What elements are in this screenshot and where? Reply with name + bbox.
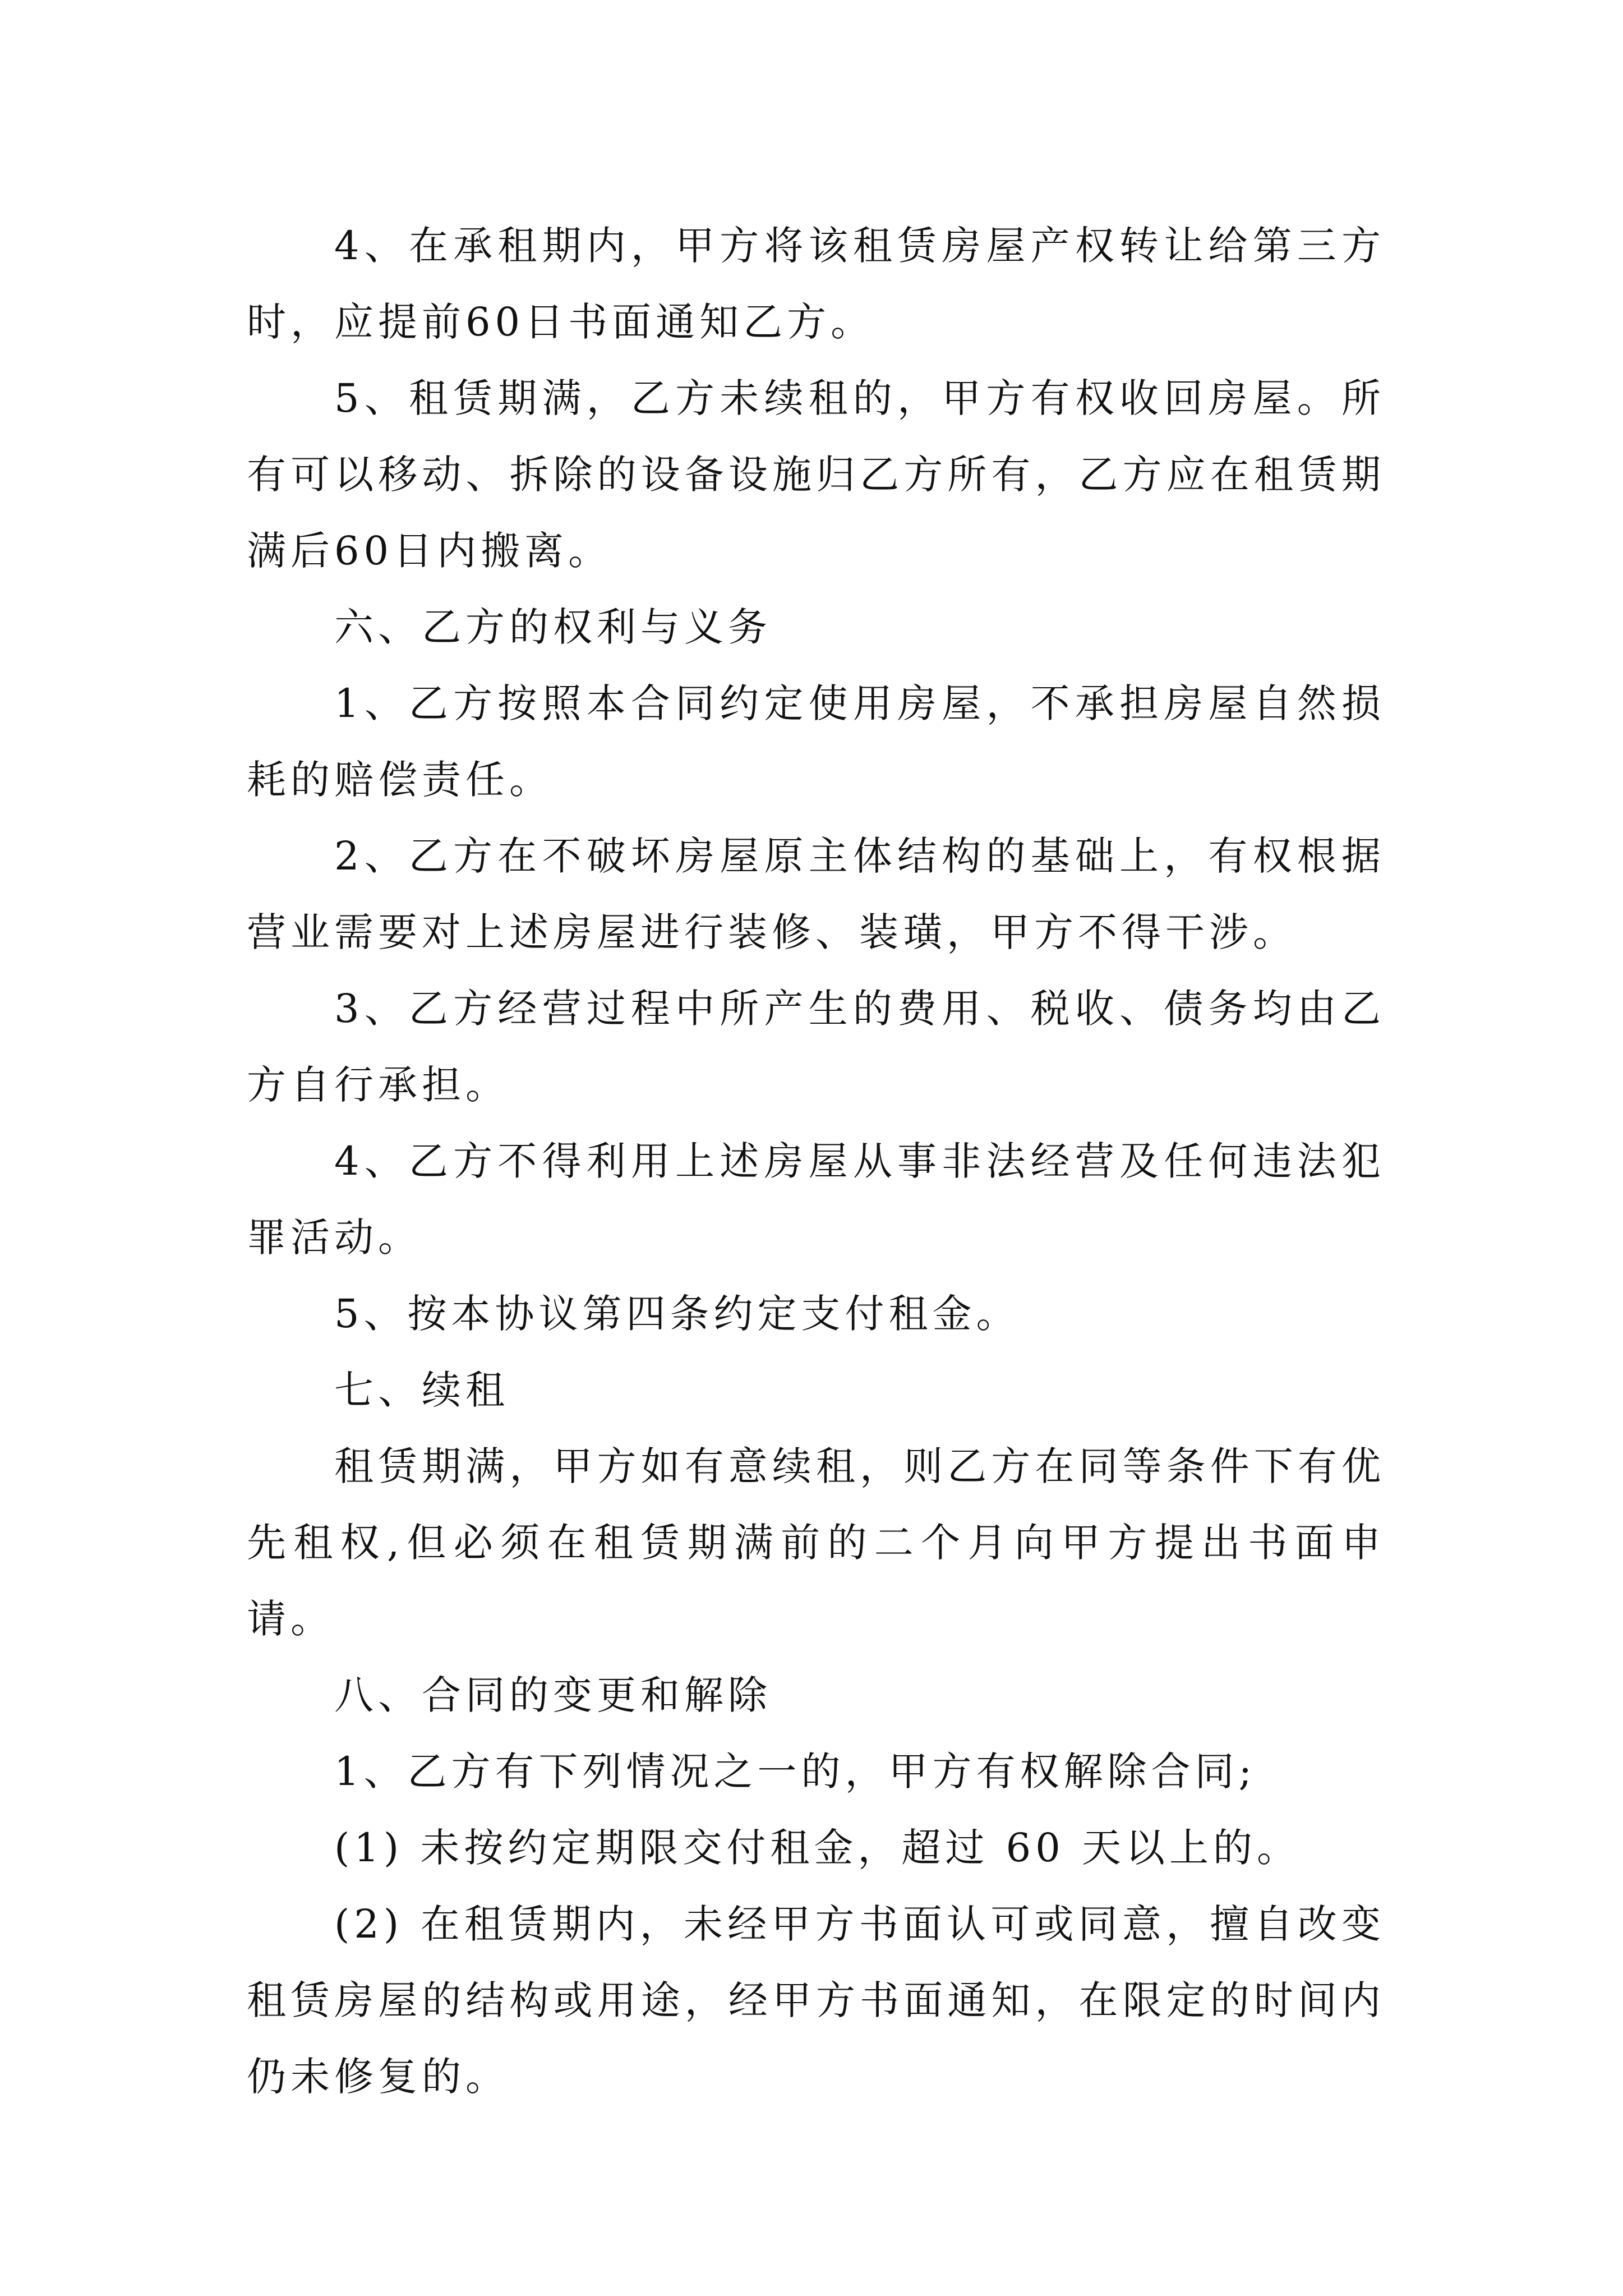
paragraph-termination-item-1: (1) 未按约定期限交付租金，超过 60 天以上的。 [334, 1825, 1301, 1871]
paragraph-tenant-use: 1、乙方按照本合同约定使用房屋，不承担房屋自然损耗的赔偿责任。 [247, 680, 1385, 803]
paragraph-tenant-legal-use: 4、乙方不得利用上述房屋从事非法经营及任何违法犯罪活动。 [247, 1138, 1385, 1260]
paragraph-renewal-priority: 租赁期满，甲方如有意续租，则乙方在同等条件下有优先租权,但必须在租赁期满前的二个月向甲方提出书面申请。 [247, 1443, 1385, 1642]
paragraph-tenant-renovation: 2、乙方在不破坏房屋原主体结构的基础上，有权根据营业需要对上述房屋进行装修、装璜，甲方不得干涉。 [247, 833, 1385, 955]
section-heading-renewal: 七、续租 [334, 1367, 509, 1413]
document-body [247, 208, 1385, 2115]
paragraph-lease-expiry: 5、租赁期满，乙方未续租的，甲方有权收回房屋。所有可以移动、拆除的设备设施归乙方所有，乙方应在租赁期满后60日内搬离。 [247, 375, 1385, 574]
paragraph-rent-payment: 5、按本协议第四条约定支付租金。 [334, 1291, 1020, 1337]
section-heading-contract-change: 八、合同的变更和解除 [334, 1672, 772, 1718]
paragraph-termination-rights: 1、乙方有下列情况之一的，甲方有权解除合同; [334, 1749, 1257, 1795]
section-heading-tenant-rights: 六、乙方的权利与义务 [334, 604, 772, 650]
paragraph-tenant-costs: 3、乙方经营过程中所产生的费用、税收、债务均由乙方自行承担。 [247, 986, 1385, 1108]
paragraph-transfer-notice: 4、在承租期内，甲方将该租赁房屋产权转让给第三方时，应提前60日书面通知乙方。 [247, 223, 1385, 345]
paragraph-termination-item-2: (2) 在租赁期内，未经甲方书面认可或同意，擅自改变租赁房屋的结构或用途，经甲方书面通知，在限定的时间内仍未修复的。 [247, 1901, 1385, 2100]
